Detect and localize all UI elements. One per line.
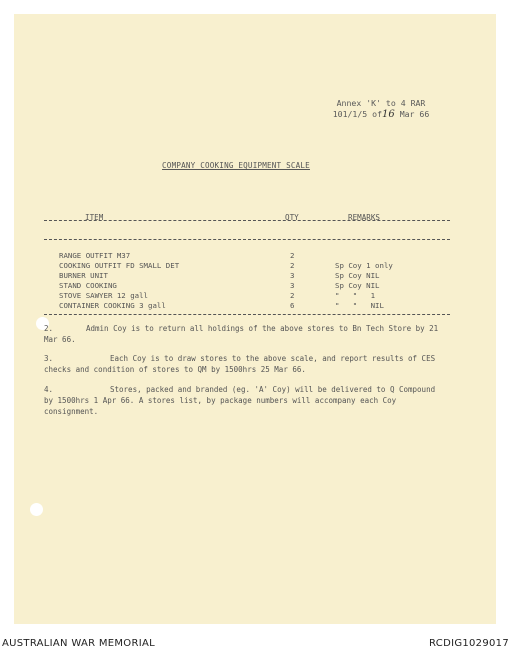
row-remarks: " " 1 [335,291,376,300]
row-qty: 2 [290,251,295,260]
annex-ref-suffix: Mar 66 [399,108,430,119]
annex-line: Annex 'K' to 4 RAR [336,98,426,108]
paragraph-number: 4. [44,385,54,394]
header-item: ITEM [85,213,104,222]
punch-hole-bottom [30,503,43,516]
paragraph-4 [44,384,448,417]
paragraph-text: Stores, packed and branded (eg. 'A' Coy) will be delivered to Q Compound by 1500hrs 1 Apr 66. A stores list, by package numbers will accompany each Coy consignment. [44,385,436,416]
table-top-rule [44,220,450,221]
row-remarks: Sp Coy NIL [335,271,380,280]
paragraph-3 [44,353,448,375]
annex-ref-day: 16 [382,108,395,120]
annex-reference [316,98,446,120]
paragraph-text: Admin Coy is to return all holdings of the above stores to Bn Tech Store by 21 Mar 66. [44,324,439,344]
paragraph-number: 3. [44,354,54,363]
table-header-rule [44,239,450,240]
annex-ref-prefix: 101/1/5 of [332,108,383,119]
table-row [0,271,513,281]
table-row [0,251,513,261]
table-row [0,261,513,271]
row-item: STAND COOKING [59,281,117,290]
row-remarks: " " NIL [335,301,384,310]
table-row [0,281,513,291]
row-qty: 3 [290,281,295,290]
row-remarks: Sp Coy NIL [335,281,380,290]
paragraph-text: Each Coy is to draw stores to the above scale, and report results of CES checks and condition of stores to QM by 1500hrs 25 Mar 66. [44,354,436,374]
row-qty: 2 [290,291,295,300]
header-qty: QTY [285,213,299,222]
row-remarks: Sp Coy 1 only [335,261,393,270]
row-item: STOVE SAWYER 12 gall [59,291,148,300]
paragraph-2 [44,323,448,345]
table-row [0,291,513,301]
row-qty: 3 [290,271,295,280]
row-item: CONTAINER COOKING 3 gall [59,301,166,310]
row-item: COOKING OUTFIT FD SMALL DET [59,261,180,270]
header-remarks: REMARKS [348,213,381,222]
archive-id: RCDIG1029017 [429,638,509,649]
table-bottom-rule [44,314,450,315]
paragraph-number: 2. [44,324,54,333]
row-item: BURNER UNIT [59,271,108,280]
table-row [0,301,513,311]
archive-credit: AUSTRALIAN WAR MEMORIAL [2,638,155,649]
row-item: RANGE OUTFIT M37 [59,251,131,260]
row-qty: 2 [290,261,295,270]
document-title: COMPANY COOKING EQUIPMENT SCALE [162,161,310,170]
annex-ref-line [316,109,446,121]
row-qty: 6 [290,301,295,310]
